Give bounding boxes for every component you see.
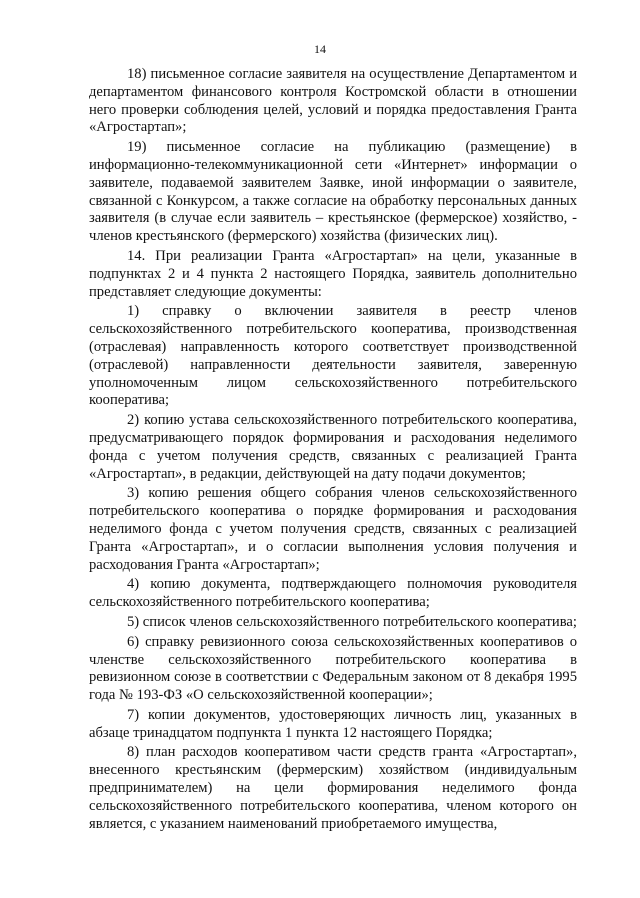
document-body	[89, 66, 577, 833]
page-number: 14	[314, 42, 326, 56]
paragraph-item-5: 5) список членов сельскохозяйственного потребительского кооператива;	[127, 613, 577, 630]
paragraph-item-3: 3) копию решения общего собрания членов сельскохозяйственного потребительского кооператива о порядке формирования и расходования неделимого фонда с учетом получения средств, связанных с реализацией Гранта «Агростартап», и о согласии выполнения условия получения и расходования Гранта «Агростартап»;	[89, 485, 577, 573]
paragraph-item-4: 4) копию документа, подтверждающего полномочия руководителя сельскохозяйственного потребительского кооператива;	[89, 576, 577, 611]
paragraph-item-8: 8) план расходов кооперативом части средств гранта «Агростартап», внесенного крестьянским (фермерским) хозяйством (индивидуальным предпринимателем) на цели формирования неделимого фонда сельскохозяйственного потребительского кооператива, членом которого он является, с указанием наименований приобретаемого имущества,	[89, 744, 577, 832]
paragraph-item-18: 18) письменное согласие заявителя на осуществление Департаментом и департаментом финансового контроля Костромской области в отношении него проверки соблюдения целей, условий и порядка предоставления Гранта «Агростартап»;	[89, 66, 577, 136]
paragraph-item-7: 7) копии документов, удостоверяющих личность лиц, указанных в абзаце тринадцатом подпункта 1 пункта 12 настоящего Порядка;	[89, 706, 577, 741]
paragraph-section-14: 14. При реализации Гранта «Агростартап» на цели, указанные в подпунктах 2 и 4 пункта 2 настоящего Порядка, заявитель дополнительно представляет следующие документы:	[89, 247, 577, 300]
paragraph-item-19: 19) письменное согласие на публикацию (размещение) в информационно-телекоммуникационной сети «Интернет» информации о заявителе, подаваемой заявителем Заявке, иной информации о заявителе, связанной с Конкурсом, а также согласие на обработку персональных данных заявителя (в случае если заявитель – крестьянское (фермерское) хозяйство, - членов крестьянского (фермерского) хозяйства (физических лиц).	[89, 139, 577, 245]
paragraph-item-2: 2) копию устава сельскохозяйственного потребительского кооператива, предусматривающего порядок формирования и расходования неделимого фонда с учетом получения средств, связанных с реализацией Гранта «Агростартап», в редакции, действующей на дату подачи документов;	[89, 412, 577, 482]
paragraph-item-6: 6) справку ревизионного союза сельскохозяйственных кооперативов о членстве сельскохозяйственного потребительского кооператива в ревизионном союзе в соответствии с Федеральным законом от 8 декабря 1995 года № 193-ФЗ «О сельскохозяйственной кооперации»;	[89, 633, 577, 704]
paragraph-item-1: 1) справку о включении заявителя в реестр членов сельскохозяйственного потребительского кооператива, производственная (отраслевая) направленность которого соответствует производственной (отраслевой) направленности деятельности заявителя, заверенную уполномоченным лицом сельскохозяйственного потребительского кооператива;	[89, 303, 577, 409]
